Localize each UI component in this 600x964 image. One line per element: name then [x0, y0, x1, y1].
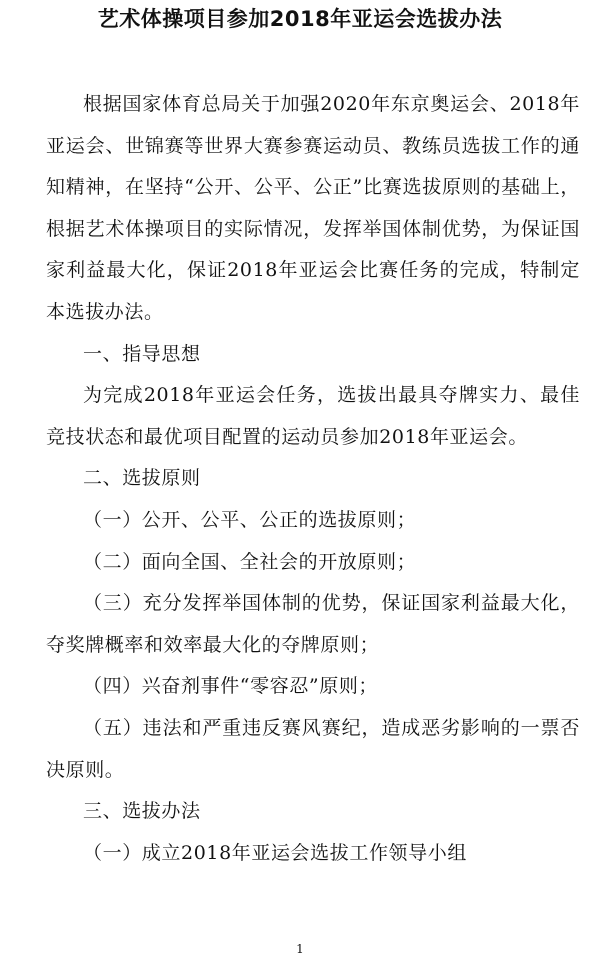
principle-item-2: （二）面向全国、全社会的开放原则； [83, 550, 417, 573]
paragraph-intro: 根据国家体育总局关于加强2020年东京奥运会、2018年亚运会、世锦赛等世界大赛参赛运动员、教练员选拔工作的通知精神，在坚持“公开、公平、公正”比赛选拔原则的基础上，根据艺术体操项目的实际情况，发挥举国体制优势，为保证国家利益最大化，保证2018年亚运会比赛任务的完成，特制定本选拔办法。 [46, 93, 580, 323]
page-number: 1 [296, 942, 304, 956]
principle-item-3: （三）充分发挥举国体制的优势，保证国家利益最大化，夺奖牌概率和效率最大化的夺牌原则； [46, 592, 580, 656]
document-title: 艺术体操项目参加2018年亚运会选拔办法 [97, 7, 503, 31]
heading-selection-methods: 三、选拔办法 [83, 800, 201, 823]
heading-guiding-ideology: 一、指导思想 [83, 342, 201, 365]
heading-selection-principles: 二、选拔原则 [83, 467, 201, 490]
paragraph-guiding-ideology: 为完成2018年亚运会任务，选拔出最具夺牌实力、最佳竞技状态和最优项目配置的运动员参加2018年亚运会。 [46, 384, 580, 448]
principle-item-4: （四）兴奋剂事件“零容忍”原则； [83, 675, 379, 698]
principle-item-1: （一）公开、公平、公正的选拔原则； [83, 508, 417, 531]
principle-item-5: （五）违法和严重违反赛风赛纪，造成恶劣影响的一票否决原则。 [46, 716, 580, 781]
document-body [46, 84, 580, 874]
method-item-1: （一）成立2018年亚运会选拔工作领导小组 [83, 841, 467, 864]
